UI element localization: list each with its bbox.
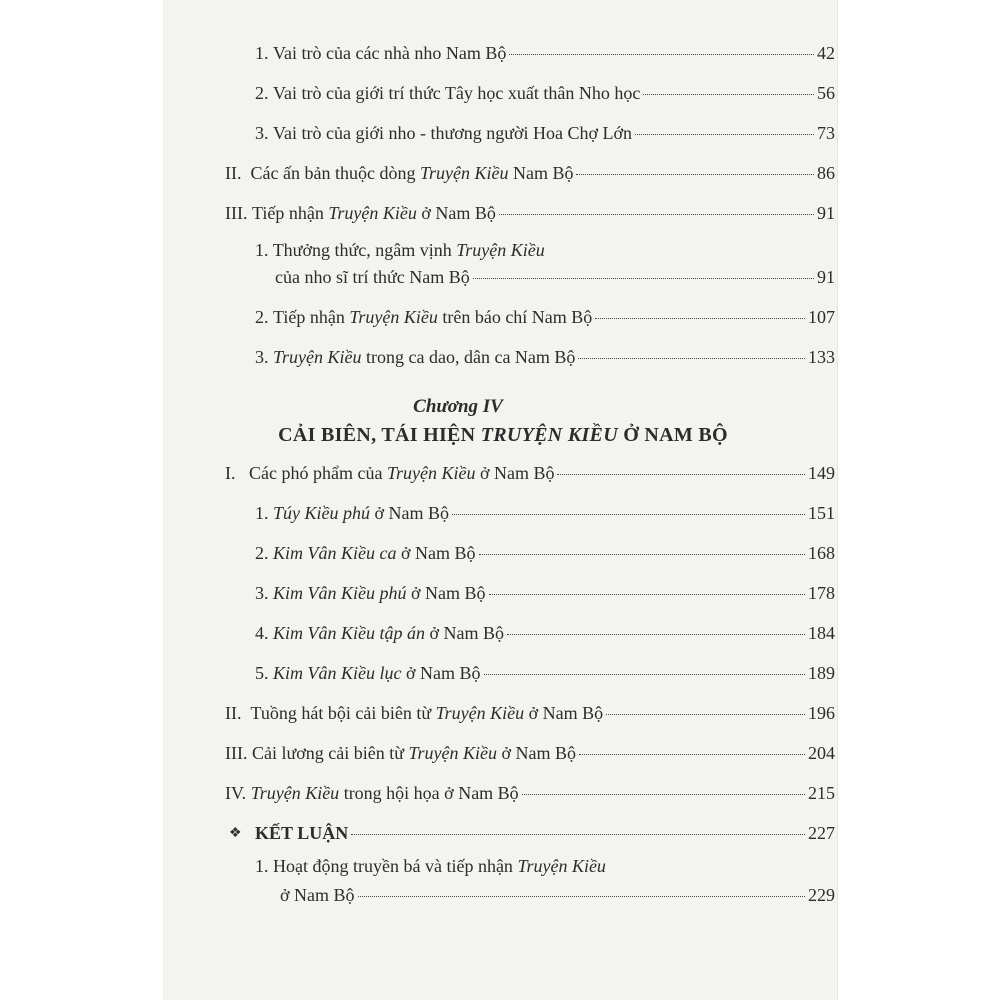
toc-entry: 2. Kim Vân Kiều ca ở Nam Bộ 168 [255,543,835,563]
toc-entry: 2. Vai trò của giới trí thức Tây học xuất thân Nho học 56 [255,83,835,103]
dot-leader [522,794,805,795]
toc-entry: III. Cải lương cải biên từ Truyện Kiều ở Nam Bộ 204 [225,743,835,763]
toc-entry: 1. Vai trò của các nhà nho Nam Bộ 42 [255,43,835,63]
dot-leader [479,554,805,555]
dot-leader [578,358,805,359]
toc-entry: của nho sĩ trí thức Nam Bộ 91 [275,267,835,287]
toc-entry-first-line: 1. Hoạt động truyền bá và tiếp nhận Truyện Kiều [255,856,606,876]
dot-leader [579,754,805,755]
dot-leader [557,474,805,475]
dot-leader [358,896,805,897]
dot-leader [489,594,805,595]
toc-entry: III. Tiếp nhận Truyện Kiều ở Nam Bộ 91 [225,203,835,223]
toc-entry: 3. Truyện Kiều trong ca dao, dân ca Nam Bộ 133 [255,347,835,367]
toc-entry: 3. Vai trò của giới nho - thương người Hoa Chợ Lớn 73 [255,123,835,143]
toc-entry: 5. Kim Vân Kiều lục ở Nam Bộ 189 [255,663,835,683]
dot-leader [452,514,805,515]
dot-leader [507,634,805,635]
dot-leader [473,278,814,279]
toc-entry-conclusion: KẾT LUẬN 227 [255,823,835,843]
toc-entry: 2. Tiếp nhận Truyện Kiều trên báo chí Nam Bộ 107 [255,307,835,327]
dot-leader [484,674,805,675]
toc-entry: IV. Truyện Kiều trong hội họa ở Nam Bộ 215 [225,783,835,803]
dot-leader [606,714,805,715]
dot-leader [595,318,805,319]
book-page [163,0,838,1000]
dot-leader [576,174,814,175]
toc-entry: ở Nam Bộ 229 [280,885,835,905]
dot-leader [509,54,814,55]
diamond-bullet-icon: ❖ [229,826,242,841]
toc-entry: 3. Kim Vân Kiều phú ở Nam Bộ 178 [255,583,835,603]
toc-entry: 1. Túy Kiều phú ở Nam Bộ 151 [255,503,835,523]
dot-leader [643,94,814,95]
dot-leader [499,214,814,215]
dot-leader [635,134,814,135]
chapter-title: CẢI BIÊN, TÁI HIỆN TRUYỆN KIỀU Ở NAM BỘ [278,424,728,446]
toc-entry-first-line: 1. Thưởng thức, ngâm vịnh Truyện Kiều [255,240,545,260]
toc-entry: I. Các phó phẩm của Truyện Kiều ở Nam Bộ 149 [225,463,835,483]
toc-entry: 4. Kim Vân Kiều tập án ở Nam Bộ 184 [255,623,835,643]
chapter-label: Chương IV [413,396,503,417]
toc-entry: II. Các ấn bản thuộc dòng Truyện Kiều Nam Bộ 86 [225,163,835,183]
toc-entry: II. Tuồng hát bội cải biên từ Truyện Kiều ở Nam Bộ 196 [225,703,835,723]
dot-leader [351,834,805,835]
